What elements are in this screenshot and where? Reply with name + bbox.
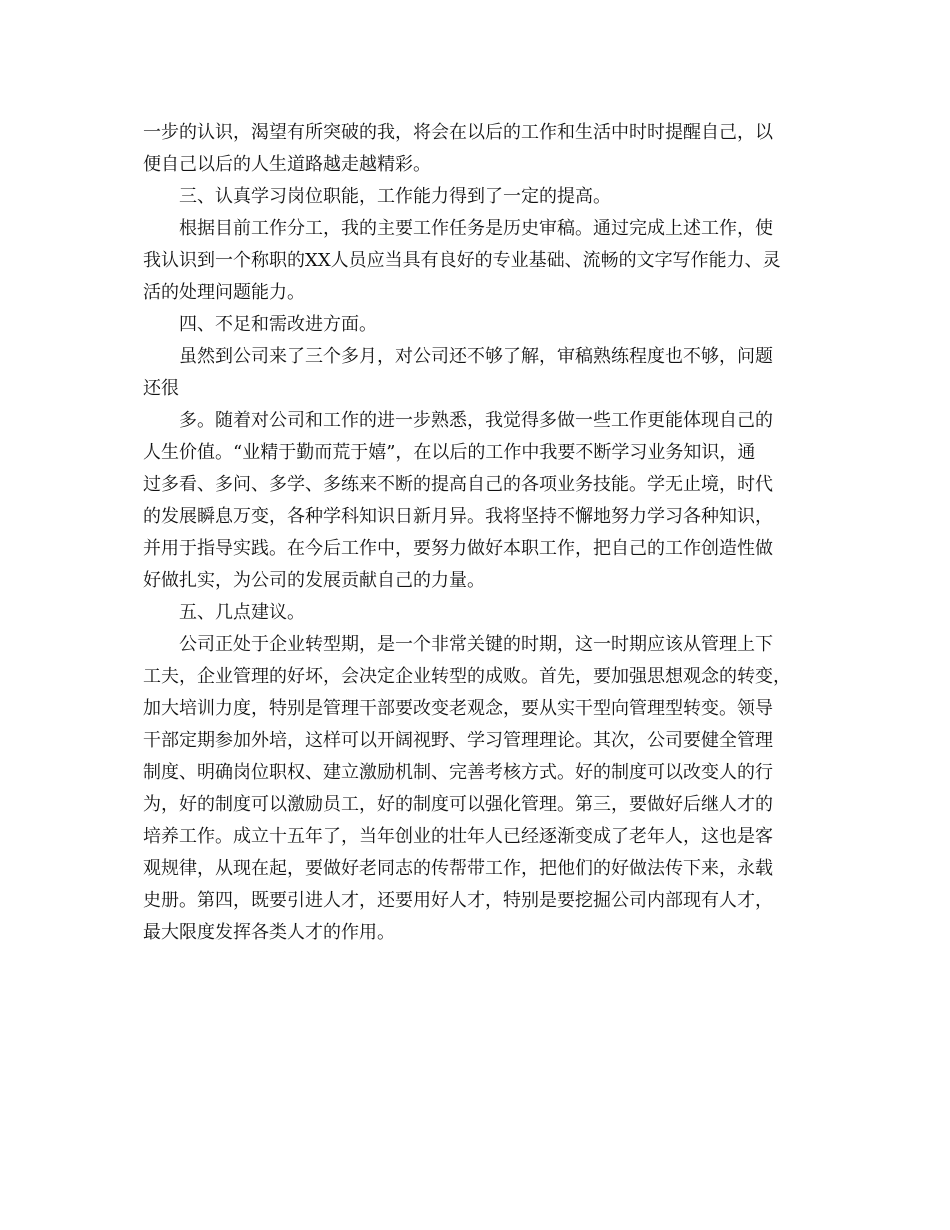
text-line: 好做扎实，为公司的发展贡献自己的力量。 bbox=[143, 570, 485, 591]
text-line: 虽然到公司来了三个多月，对公司还不够了解，审稿熟练程度也不够，问题 bbox=[179, 346, 773, 367]
text-line: 便自己以后的人生道路越走越精彩。 bbox=[143, 154, 431, 175]
text-line: 人生价值。“业精于勤而荒于嬉”，在以后的工作中我要不断学习业务知识，通 bbox=[143, 442, 756, 463]
section-heading-5: 五、几点建议。 bbox=[179, 602, 305, 623]
text-line: 过多看、多问、多学、多练来不断的提高自己的各项业务技能。学无止境，时代 bbox=[143, 474, 773, 495]
text-line: 制度、明确岗位职权、建立激励机制、完善考核方式。好的制度可以改变人的行 bbox=[143, 762, 773, 783]
text-line: 为，好的制度可以激励员工，好的制度可以强化管理。第三，要做好后继人才的 bbox=[143, 794, 773, 815]
text-line: 活的处理问题能力。 bbox=[143, 282, 305, 303]
text-line: 史册。第四，既要引进人才，还要用好人才，特别是要挖掘公司内部现有人才， bbox=[143, 890, 773, 911]
text-line: 公司正处于企业转型期，是一个非常关键的时期，这一时期应该从管理上下 bbox=[179, 634, 773, 655]
text-line: 观规律，从现在起，要做好老同志的传帮带工作，把他们的好做法传下来，永载 bbox=[143, 858, 773, 879]
text-line: 多。随着对公司和工作的进一步熟悉，我觉得多做一些工作更能体现自己的 bbox=[179, 410, 773, 431]
text-line: 工夫，企业管理的好坏，会决定企业转型的成败。首先，要加强思想观念的转变， bbox=[143, 666, 791, 687]
section-heading-3: 三、认真学习岗位职能，工作能力得到了一定的提高。 bbox=[179, 186, 611, 207]
text-line: 还很 bbox=[143, 378, 179, 399]
text-line: 并用于指导实践。在今后工作中，要努力做好本职工作，把自己的工作创造性做 bbox=[143, 538, 773, 559]
text-line: 的发展瞬息万变，各种学科知识日新月异。我将坚持不懈地努力学习各种知识， bbox=[143, 506, 773, 527]
text-line: 培养工作。成立十五年了，当年创业的壮年人已经逐渐变成了老年人，这也是客 bbox=[143, 826, 773, 847]
text-line: 我认识到一个称职的XX人员应当具有良好的专业基础、流畅的文字写作能力、灵 bbox=[143, 250, 781, 271]
text-line: 加大培训力度，特别是管理干部要改变老观念，要从实干型向管理型转变。领导 bbox=[143, 698, 773, 719]
document-body bbox=[143, 117, 803, 949]
text-line: 最大限度发挥各类人才的作用。 bbox=[143, 922, 395, 943]
text-line: 根据目前工作分工，我的主要工作任务是历史审稿。通过完成上述工作，使 bbox=[179, 218, 773, 239]
text-line: 一步的认识，渴望有所突破的我，将会在以后的工作和生活中时时提醒自己，以 bbox=[143, 122, 773, 143]
section-heading-4: 四、不足和需改进方面。 bbox=[179, 314, 377, 335]
text-line: 干部定期参加外培，这样可以开阔视野、学习管理理论。其次，公司要健全管理 bbox=[143, 730, 773, 751]
